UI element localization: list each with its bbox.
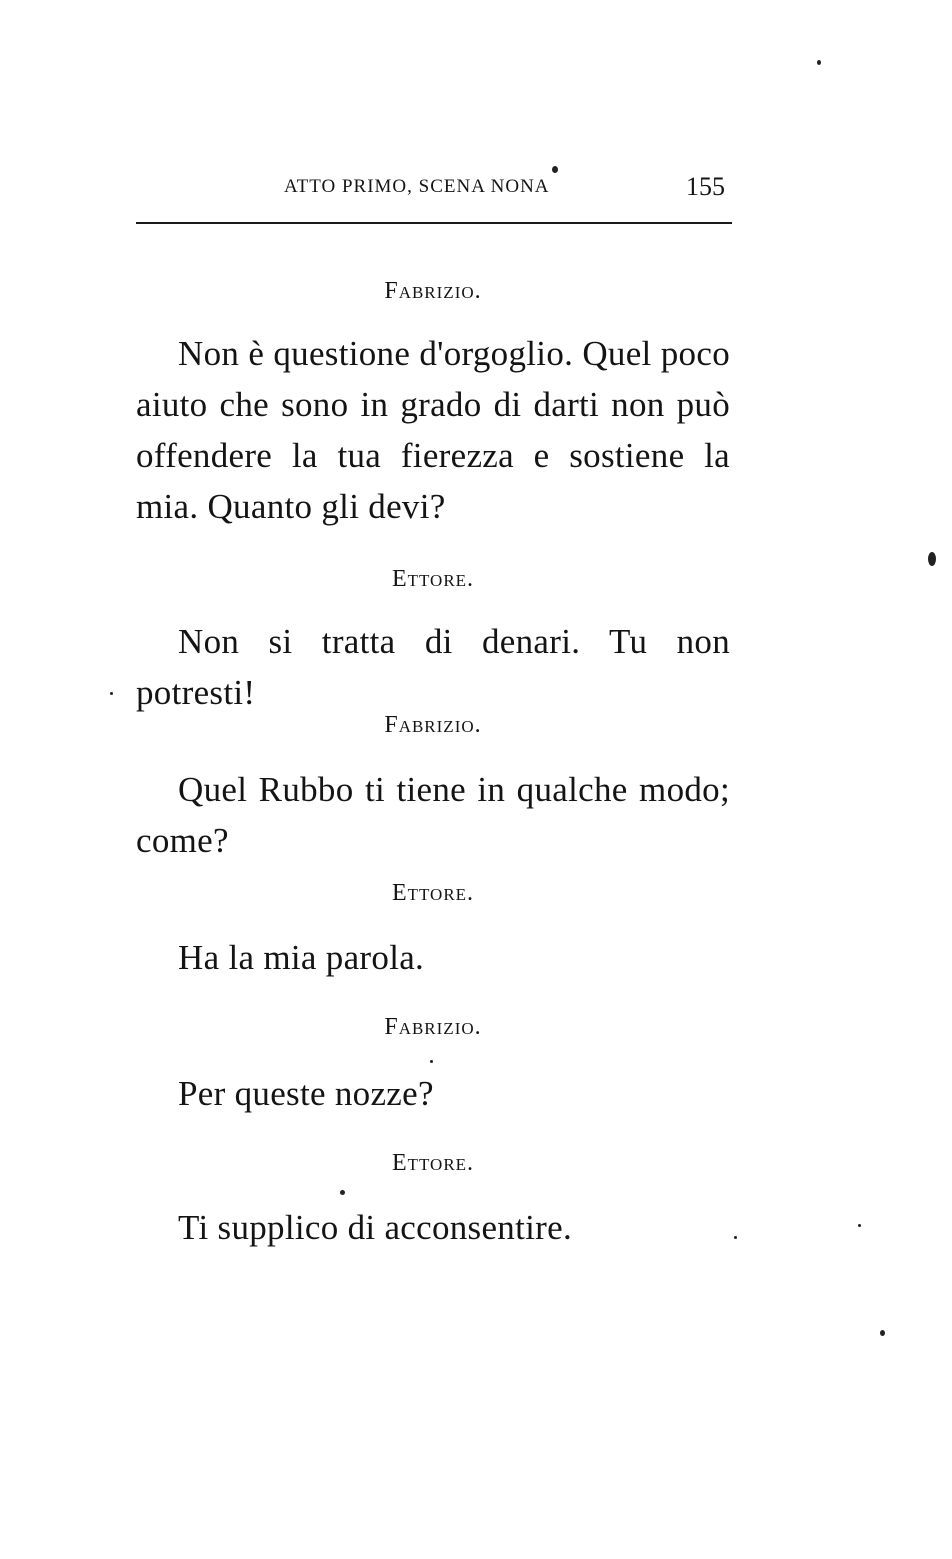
speech-text: Ha la mia parola. — [178, 938, 425, 977]
page-number: 155 — [686, 172, 725, 201]
scan-speck — [817, 60, 821, 65]
scan-speck — [430, 1060, 433, 1063]
header-rule — [136, 222, 732, 224]
speech-text: Non è questione d'orgoglio. Quel poco aiuto che sono in grado di darti non può offendere la tua fierezza e sostiene la mia. Quanto gli devi? — [136, 334, 730, 526]
speaker-name: Fabrizio. — [384, 712, 482, 738]
scan-speck — [880, 1330, 885, 1336]
scan-speck — [340, 1190, 345, 1195]
scan-speck — [552, 166, 558, 173]
speech-text: Ti supplico di acconsentire. — [178, 1208, 572, 1247]
speaker-name: Ettore. — [391, 566, 475, 592]
scan-speck — [858, 1224, 861, 1227]
speaker-name: Fabrizio. — [384, 1014, 482, 1040]
speech-text: Quel Rubbo ti tiene in qualche modo; come? — [136, 770, 730, 860]
speech-text: Non si tratta di denari. Tu non potresti! — [136, 622, 730, 712]
running-head: ATTO PRIMO, SCENA NONA — [284, 176, 550, 197]
scan-speck — [734, 1236, 737, 1239]
speaker-name: Fabrizio. — [384, 278, 482, 304]
scan-speck — [928, 552, 936, 566]
speaker-name: Ettore. — [391, 1150, 475, 1176]
speech-text: Per queste nozze? — [178, 1074, 434, 1113]
speaker-name: Ettore. — [391, 880, 475, 906]
scan-speck — [110, 692, 113, 695]
